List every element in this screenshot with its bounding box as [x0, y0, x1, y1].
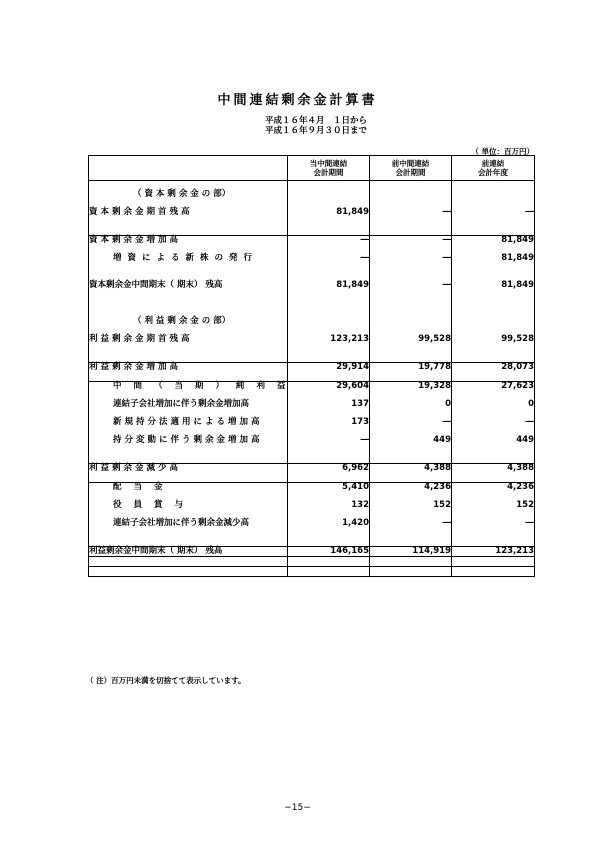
- value-prior-interim: 152: [370, 501, 452, 510]
- row-label: [89, 290, 288, 299]
- value-current: 6,962: [288, 464, 370, 474]
- table-row: [89, 483, 535, 493]
- table-row: [89, 557, 535, 567]
- value-prior-interim: [370, 299, 452, 308]
- value-current: ―: [288, 236, 370, 246]
- value-prior-interim: 114,919: [370, 547, 452, 557]
- row-label: [89, 557, 288, 567]
- row-label: （ 利 益 剰 余 金 の 部）: [89, 317, 288, 326]
- footnote: （ 注）百万円未満を切捨てて表示しています。: [86, 676, 246, 685]
- value-prior-year: [452, 199, 535, 208]
- value-current: 173: [288, 418, 370, 427]
- value-prior-interim: ―: [370, 236, 452, 246]
- value-current: 132: [288, 501, 370, 510]
- row-label: （ 資 本 剰 余 金 の 部）: [89, 190, 288, 199]
- value-current: ―: [288, 254, 370, 263]
- value-current: [288, 528, 370, 537]
- value-current: [288, 190, 370, 199]
- value-current: [288, 299, 370, 308]
- value-prior-interim: [370, 557, 452, 567]
- table-row: [89, 400, 535, 409]
- row-label: 中間（当期）純利益: [89, 382, 288, 392]
- table-row: [89, 464, 535, 474]
- value-current: 81,849: [288, 208, 370, 217]
- row-label: 利益剰余金中間期末（ 期末） 残高: [89, 547, 288, 557]
- table-row: [89, 281, 535, 290]
- value-prior-interim: [370, 245, 452, 254]
- value-prior-interim: [370, 272, 452, 281]
- row-label: [89, 344, 288, 353]
- value-prior-interim: 19,328: [370, 382, 452, 392]
- value-prior-interim: [370, 226, 452, 236]
- value-prior-year: [452, 528, 535, 537]
- value-prior-year: [452, 190, 535, 199]
- value-prior-interim: [370, 199, 452, 208]
- value-prior-interim: 4,388: [370, 464, 452, 474]
- period-from: 平成１６年４月 １日から: [265, 116, 368, 126]
- value-prior-year: 152: [452, 501, 535, 510]
- row-label: 利益剰余金期首残高: [89, 335, 288, 344]
- value-prior-year: 81,849: [452, 236, 535, 246]
- table-row: [89, 567, 535, 577]
- value-prior-year: [452, 391, 535, 400]
- value-prior-year: ―: [452, 418, 535, 427]
- value-prior-interim: [370, 528, 452, 537]
- value-prior-interim: [370, 290, 452, 299]
- table-row: [89, 190, 535, 199]
- table-row: [89, 217, 535, 226]
- value-prior-year: 4,236: [452, 483, 535, 493]
- value-prior-year: 4,388: [452, 464, 535, 474]
- value-current: [288, 557, 370, 567]
- table-row: [89, 335, 535, 344]
- row-label: 持分変動に伴う剰余金増加高: [89, 436, 288, 445]
- value-prior-interim: [370, 317, 452, 326]
- table-row: [89, 418, 535, 427]
- value-prior-interim: [370, 263, 452, 272]
- value-prior-interim: ―: [370, 208, 452, 217]
- header-label-cell: [89, 156, 288, 181]
- table-row: [89, 436, 535, 445]
- value-current: [288, 344, 370, 353]
- value-prior-year: [452, 445, 535, 454]
- row-label: 新規持分法適用による増加高: [89, 418, 288, 427]
- row-label: [89, 528, 288, 537]
- value-prior-interim: [370, 409, 452, 418]
- surplus-statement-table: [88, 155, 535, 577]
- value-prior-interim: [370, 567, 452, 577]
- row-label: [89, 299, 288, 308]
- value-prior-interim: [370, 344, 452, 353]
- row-label: 連結子会社増加に伴う剰余金減少高: [89, 519, 288, 528]
- value-current: [288, 567, 370, 577]
- row-label: 役員賞与: [89, 501, 288, 510]
- value-prior-year: [452, 290, 535, 299]
- table-row: [89, 263, 535, 272]
- period-to: 平成１６年９月３０日まで: [265, 125, 368, 136]
- value-prior-year: 81,849: [452, 254, 535, 263]
- value-prior-year: [452, 308, 535, 317]
- value-prior-interim: 0: [370, 400, 452, 409]
- value-prior-year: [452, 409, 535, 418]
- value-current: ―: [288, 436, 370, 445]
- row-label: [89, 217, 288, 226]
- value-prior-year: 449: [452, 436, 535, 445]
- table-row: [89, 382, 535, 392]
- value-prior-year: 27,623: [452, 382, 535, 392]
- value-current: 29,604: [288, 382, 370, 392]
- value-current: [288, 290, 370, 299]
- value-current: [288, 226, 370, 236]
- table-row: [89, 363, 535, 373]
- header-current-period: 当中間連結 会計期間: [288, 156, 370, 181]
- row-label: 増資による新株の発行: [89, 254, 288, 263]
- row-label: 資本剰余金期首残高: [89, 208, 288, 217]
- value-prior-year: [452, 317, 535, 326]
- value-prior-interim: [370, 190, 452, 199]
- row-label: 資本剰余金増加高: [89, 236, 288, 246]
- value-prior-interim: ―: [370, 519, 452, 528]
- row-label: [89, 445, 288, 454]
- row-label: 利益剰余金減少高: [89, 464, 288, 474]
- value-current: 137: [288, 400, 370, 409]
- value-prior-interim: 19,778: [370, 363, 452, 373]
- value-prior-interim: 4,236: [370, 483, 452, 493]
- value-current: [288, 245, 370, 254]
- value-prior-interim: ―: [370, 418, 452, 427]
- value-current: [288, 263, 370, 272]
- table-row: [89, 528, 535, 537]
- row-label: 利益剰余金増加高: [89, 363, 288, 373]
- value-prior-interim: [370, 308, 452, 317]
- value-prior-year: 81,849: [452, 281, 535, 290]
- page-number: −15−: [284, 803, 311, 813]
- value-current: [288, 217, 370, 226]
- table-header-row: [89, 156, 535, 181]
- value-current: 146,165: [288, 547, 370, 557]
- document-title: 中間連結剰余金計算書: [217, 93, 378, 108]
- value-current: 1,420: [288, 519, 370, 528]
- table-row: [89, 317, 535, 326]
- value-current: 5,410: [288, 483, 370, 493]
- value-prior-year: [452, 217, 535, 226]
- table-row: [89, 547, 535, 557]
- value-prior-year: 28,073: [452, 363, 535, 373]
- value-prior-year: [452, 181, 535, 191]
- value-prior-interim: ―: [370, 254, 452, 263]
- value-prior-interim: [370, 391, 452, 400]
- value-prior-year: [452, 263, 535, 272]
- table-row: [89, 519, 535, 528]
- value-prior-interim: [370, 445, 452, 454]
- unit-label: （ 単位：百万円）: [471, 147, 534, 156]
- row-label: [89, 263, 288, 272]
- value-prior-interim: [370, 510, 452, 519]
- value-prior-year: 0: [452, 400, 535, 409]
- row-label: 連結子会社増加に伴う剰余金増加高: [89, 400, 288, 409]
- value-prior-interim: [370, 217, 452, 226]
- value-current: [288, 427, 370, 436]
- value-prior-interim: [370, 181, 452, 191]
- table-row: [89, 254, 535, 263]
- value-prior-year: [452, 557, 535, 567]
- value-current: 29,914: [288, 363, 370, 373]
- table-row: [89, 445, 535, 454]
- value-prior-year: ―: [452, 519, 535, 528]
- value-prior-year: [452, 510, 535, 519]
- header-prior-interim-period: 前中間連結 会計期間: [370, 156, 452, 181]
- value-current: [288, 317, 370, 326]
- value-prior-year: [452, 299, 535, 308]
- row-label: 配当金: [89, 483, 288, 493]
- table-row: [89, 290, 535, 299]
- table-row: [89, 344, 535, 353]
- table-row: [89, 208, 535, 217]
- value-current: [288, 181, 370, 191]
- value-prior-year: [452, 567, 535, 577]
- value-prior-interim: 99,528: [370, 335, 452, 344]
- row-label: [89, 567, 288, 577]
- value-current: [288, 445, 370, 454]
- table-row: [89, 299, 535, 308]
- header-prior-fiscal-year: 前連結 会計年度: [452, 156, 535, 181]
- table-row: [89, 236, 535, 246]
- value-prior-interim: 449: [370, 436, 452, 445]
- value-prior-year: 123,213: [452, 547, 535, 557]
- value-prior-interim: ―: [370, 281, 452, 290]
- row-label: 資本剰余金中間期末（ 期末） 残高: [89, 281, 288, 290]
- value-prior-year: ―: [452, 208, 535, 217]
- value-prior-year: 99,528: [452, 335, 535, 344]
- value-prior-year: [452, 344, 535, 353]
- table-row: [89, 501, 535, 510]
- value-current: 81,849: [288, 281, 370, 290]
- value-current: [288, 308, 370, 317]
- value-current: 123,213: [288, 335, 370, 344]
- period-range: [265, 117, 367, 136]
